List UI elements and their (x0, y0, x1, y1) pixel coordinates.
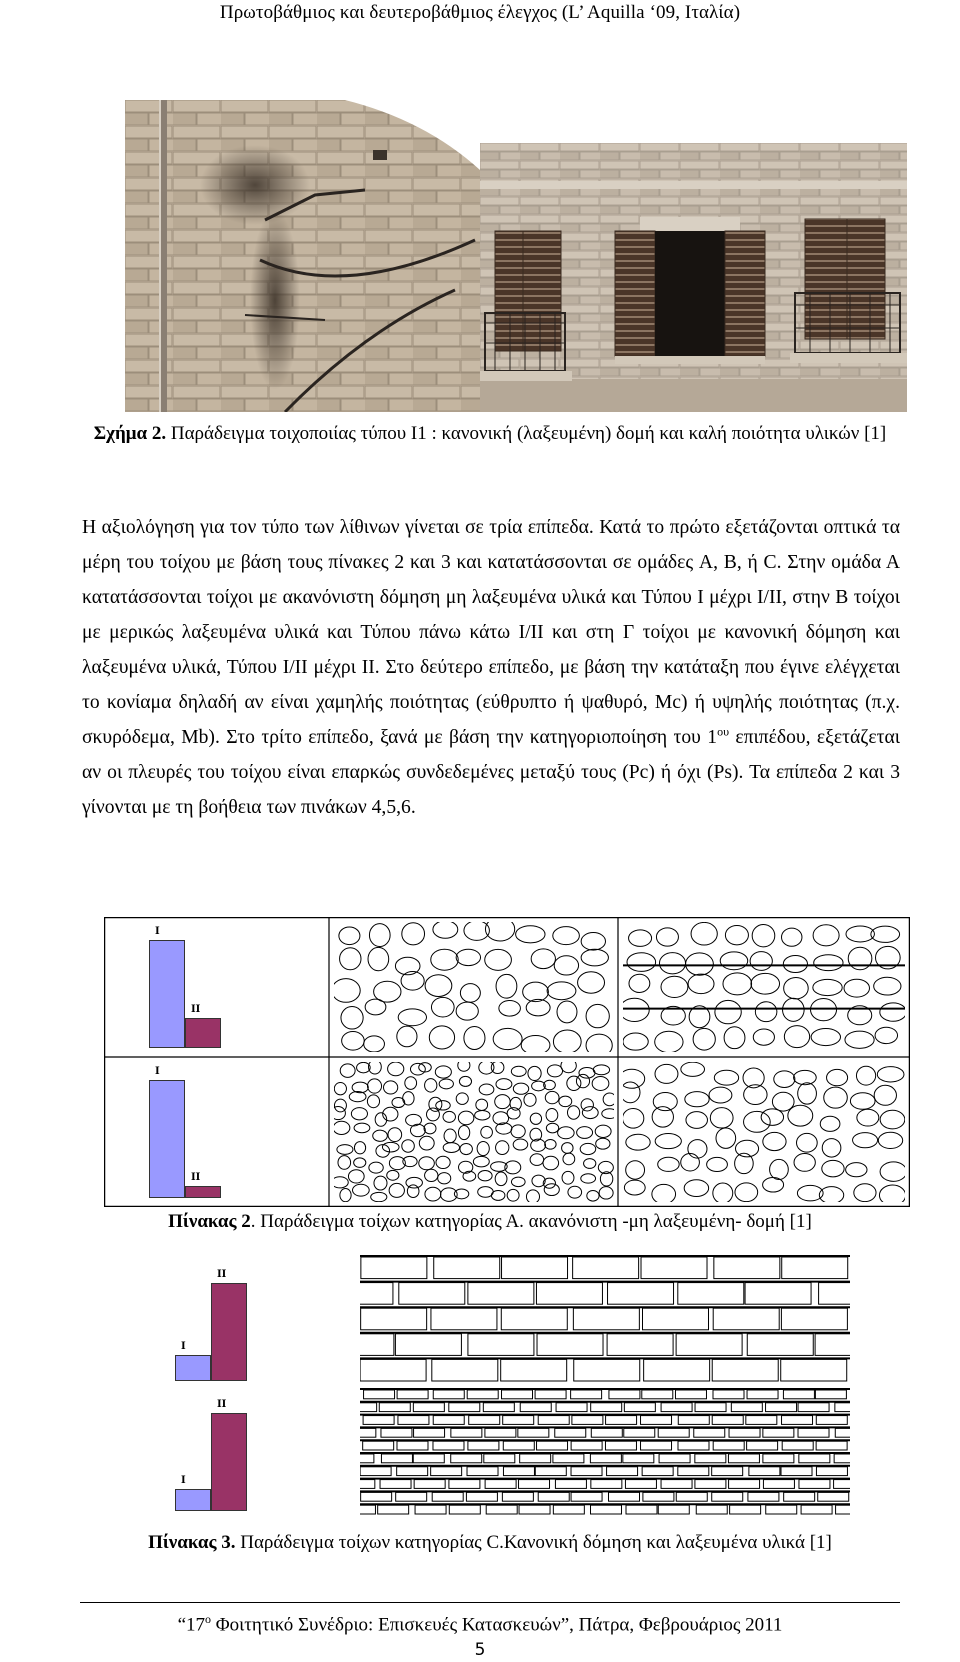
body-paragraph-part1: Η αξιολόγηση για τον τύπο των λίθινων γίνεται σε τρία επίπεδα. Κατά το πρώτο εξετάζονται οπτικά τα μέρη του τοίχου με βάση τους πίνακες 2 και 3 και κατατάσσονται σε ομάδες A, B, ή C. Στην ομάδα Α κατατάσσονται τοίχοι με ακανόνιστη δόμηση μη λαξευμένα υλικά και Τύπου Ι μέχρι Ι/ΙΙ, στην Β τοίχοι με μερικώς λαξευμένα υλικά και Τύπου πάνω κάτω Ι/ΙΙ και στη Γ τοίχοι με κανονική δόμηση και λαξευμένα υλικά, Τύπου Ι/ΙΙ μέχρι ΙΙ. Στο δεύτερο επίπεδο, με βάση την κατάταξη που έγινε ελέγχεται το κονίαμα δηλαδή αν είναι χαμηλής ποιότητας (εύθρυπτο ή ψαθυρό, Mc) ή υψηλής ποιότητας (π.χ. σκυρόδεμα, Mb). Στο τρίτο επίπεδο, ξανά με βάση την κατηγοριοποίηση του 1 (82, 517, 900, 748)
table-2 (104, 917, 910, 1207)
table-2-row-1-type-chart (124, 922, 324, 1052)
type-I-bar (175, 1489, 211, 1511)
coursed-rubble-drawing (623, 922, 905, 1052)
figure-2-caption-text: Παράδειγμα τοιχοποιίας τύπου Ι1 : κανονική (λαξευμένη) δομή και καλή ποιότητα υλικών [1] (166, 423, 887, 444)
type-I-bar-label: I (155, 1066, 160, 1077)
type-II-bar (211, 1413, 247, 1511)
type-I-bar-label: I (155, 926, 160, 937)
type-I-bar (175, 1355, 211, 1381)
footer-superscript: ο (205, 1612, 211, 1626)
figure-2-caption (80, 420, 900, 447)
type-I-bar (149, 940, 185, 1048)
type-I-bar-label: I (181, 1475, 186, 1486)
table-2-row-2-type-chart (124, 1062, 324, 1202)
type-II-bar-label: II (217, 1269, 227, 1280)
running-header: Πρωτοβάθμιος και δευτεροβάθμιος έλεγχος (L’ Aquilla ‘09, Ιταλία) (219, 2, 741, 23)
stone-wall-photo (125, 100, 480, 412)
type-II-bar-label: II (217, 1399, 227, 1410)
table-3-ashlar-drawing-1 (360, 1255, 850, 1383)
table-2-coursed-rubble-drawing-1 (623, 922, 905, 1052)
rubble-wall-drawing (334, 922, 614, 1052)
table-2-rubble-wall-drawing-3 (623, 1062, 905, 1202)
table-3-label: Πίνακας 3. (148, 1532, 236, 1553)
small-rubble-drawing (334, 1062, 614, 1202)
table-3 (150, 1250, 856, 1520)
type-II-bar (211, 1283, 247, 1381)
footer-divider (80, 1602, 900, 1603)
type-II-bar (185, 1018, 221, 1048)
page-number: 5 (474, 1640, 486, 1660)
body-paragraph-superscript: ου (717, 724, 730, 739)
type-II-bar-label: II (191, 1004, 201, 1015)
body-paragraph-part2: επιπέδου, εξετάζεται αν οι πλευρές του τοίχου είναι επαρκώς συνδεδεμένες μεταξύ τους (Pc) ή όχι (Ps). Τα επίπεδα 2 και 3 γίνονται με τη βοήθεια των πινάκων 4,5,6. (82, 727, 900, 818)
table-2-caption (80, 1208, 900, 1235)
table-2-rubble-wall-drawing-1 (334, 922, 614, 1052)
footer-text: Φοιτητικό Συνέδριο: Επισκευές Κατασκευών”, Πάτρα, Φεβρουάριος 2011 (211, 1614, 783, 1636)
irregular-stone-drawing (623, 1062, 905, 1202)
body-paragraph (82, 510, 900, 825)
type-II-bar-label: II (191, 1172, 201, 1183)
table-3-row-1-type-chart (150, 1265, 350, 1385)
table-2-caption-text: . Παράδειγμα τοίχων κατηγορίας Α. ακανόνιστη -μη λαξευμένη- δομή [1] (250, 1211, 812, 1232)
facade-windows-photo-image (480, 143, 907, 412)
type-I-bar (149, 1080, 185, 1198)
conference-footer (0, 1612, 960, 1636)
table-2-label: Πίνακας 2 (168, 1211, 251, 1232)
footer-quote-number: “17 (177, 1614, 205, 1636)
figure-2-label: Σχήμα 2. (93, 423, 167, 444)
stone-wall-photo-image (125, 100, 480, 412)
type-II-bar (185, 1186, 221, 1198)
table-3-row-2-type-chart (150, 1395, 350, 1515)
ashlar-masonry-drawing (360, 1255, 850, 1383)
facade-windows-photo (480, 143, 907, 412)
brick-masonry-drawing (360, 1388, 850, 1516)
table-3-caption-text: Παράδειγμα τοίχων κατηγορίας C.Κανονική δόμηση και λαξευμένα υλικά [1] (235, 1532, 832, 1553)
table-3-caption (60, 1529, 920, 1556)
type-I-bar-label: I (181, 1341, 186, 1352)
table-3-ashlar-drawing-2 (360, 1388, 850, 1516)
table-2-rubble-wall-drawing-2 (334, 1062, 614, 1202)
